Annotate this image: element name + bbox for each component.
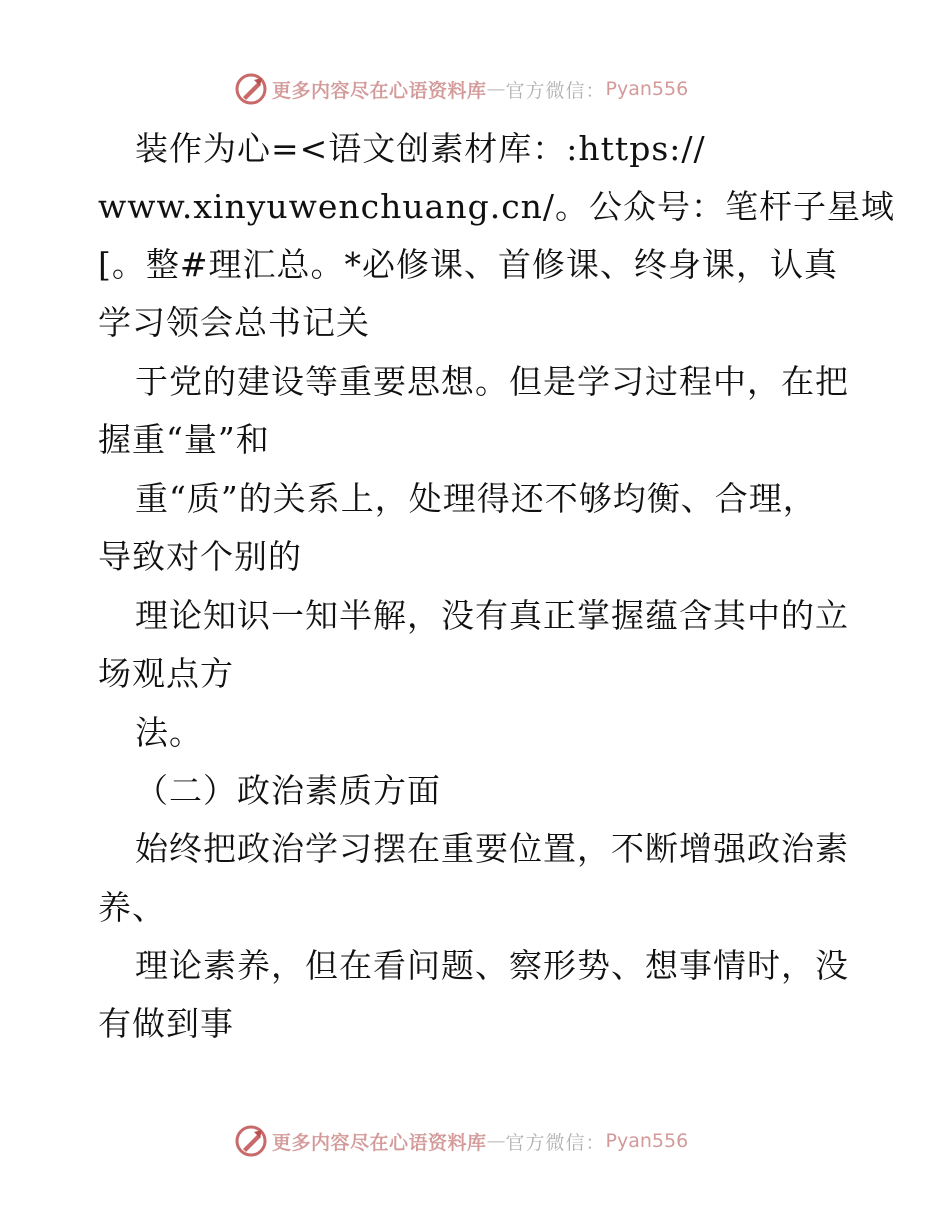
text-line: 学习领会总书记关 (98, 303, 370, 342)
text-line: 导致对个别的 (98, 537, 302, 576)
text-line: 场观点方 (98, 654, 234, 693)
banner-dash: — (486, 1130, 506, 1152)
pen-logo-icon (234, 1124, 268, 1158)
text-line: www.xinyuwenchuang.cn/。公众号：笔杆子星域 (98, 187, 896, 226)
footer-watermark-banner (234, 1124, 688, 1158)
banner-wechat-label: 官方微信： (505, 79, 606, 102)
text-line: 于党的建设等重要思想。但是学习过程中，在把 (135, 362, 849, 401)
text-line: 始终把政治学习摆在重要位置，不断增强政治素 (135, 829, 849, 868)
banner-text: 更多内容尽在心语资料库 (272, 79, 487, 102)
text-line: 法。 (135, 713, 203, 752)
pen-logo-icon (234, 72, 268, 106)
text-line: 有做到事 (98, 1004, 234, 1043)
banner-wechat-label: 官方微信： (505, 1131, 606, 1154)
banner-dash: — (486, 78, 506, 100)
text-line: 重“质”的关系上，处理得还不够均衡、合理， (135, 479, 817, 518)
banner-wechat-id: Pyan556 (605, 78, 689, 100)
text-line: 装作为心=<语文创素材库：:https:// (135, 129, 706, 168)
section-heading: （二）政治素质方面 (135, 771, 441, 810)
text-line: 理论知识一知半解，没有真正掌握蕴含其中的立 (135, 596, 849, 635)
text-line: [。整#理汇总。*必修课、首修课、终身课，认真 (98, 245, 839, 284)
text-line: 理论素养，但在看问题、察形势、想事情时，没 (135, 946, 849, 985)
header-watermark-banner (234, 72, 688, 106)
banner-text: 更多内容尽在心语资料库 (272, 1131, 487, 1154)
text-line: 握重“量”和 (98, 420, 270, 459)
text-line: 养、 (98, 888, 166, 927)
banner-wechat-id: Pyan556 (605, 1130, 689, 1152)
